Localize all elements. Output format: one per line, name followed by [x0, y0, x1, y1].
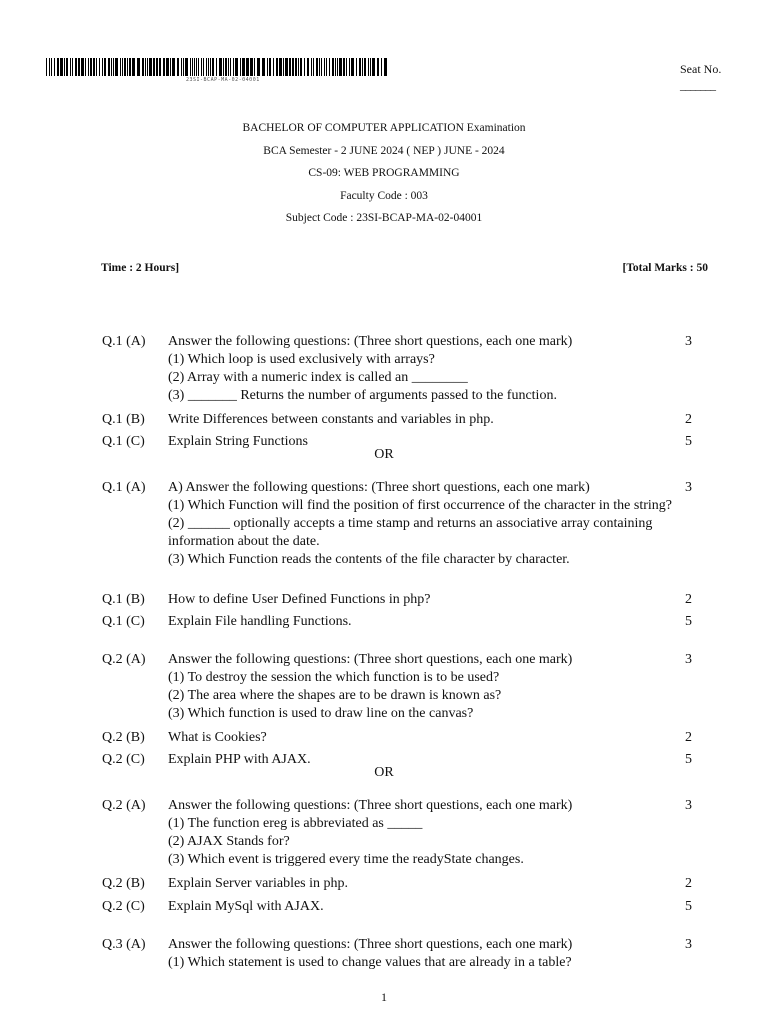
subject-code: Subject Code : 23SI-BCAP-MA-02-04001 — [285, 212, 483, 224]
question-number: Q.1 (A) — [102, 480, 146, 495]
question-prompt: Explain MySql with AJAX. — [168, 899, 324, 914]
question-marks: 5 — [685, 434, 692, 449]
question-marks: 3 — [685, 798, 692, 813]
question-number: Q.1 (C) — [102, 434, 145, 449]
question-text — [168, 333, 678, 405]
question-prompt: Explain Server variables in php. — [168, 876, 349, 891]
exam-title: BACHELOR OF COMPUTER APPLICATION Examination — [242, 122, 526, 134]
question-prompt: Answer the following questions: (Three short questions, each one mark) — [168, 937, 573, 952]
question-number: Q.2 (A) — [102, 652, 146, 667]
question-marks: 5 — [685, 899, 692, 914]
sub-question: (3) Which Function reads the contents of the file character by character. — [168, 552, 570, 567]
question-prompt: What is Cookies? — [168, 730, 267, 745]
barcode — [46, 58, 388, 76]
sub-question: (3) Which function is used to draw line on the canvas? — [168, 706, 474, 721]
semester-line: BCA Semester - 2 JUNE 2024 ( NEP ) JUNE - 2024 — [263, 144, 505, 157]
question-number: Q.2 (B) — [102, 876, 145, 891]
seat-number-label: Seat No. — [680, 62, 722, 76]
question-prompt: Write Differences between constants and variables in php. — [168, 412, 494, 427]
question-marks: 5 — [685, 752, 692, 767]
sub-question: (1) Which Function will find the position of first occurrence of the character in the string? — [168, 498, 672, 513]
question-text — [168, 651, 678, 723]
sub-question: (1) Which loop is used exclusively with arrays? — [168, 352, 435, 367]
question-marks: 3 — [685, 652, 692, 667]
question-prompt: Answer the following questions: (Three short questions, each one mark) — [168, 798, 573, 813]
question-number: Q.1 (A) — [102, 334, 146, 349]
question-number: Q.2 (B) — [102, 730, 145, 745]
question-number: Q.1 (B) — [102, 412, 145, 427]
question-text — [168, 411, 678, 429]
question-text — [168, 875, 678, 893]
question-text — [168, 898, 678, 916]
question-number: Q.1 (B) — [102, 592, 145, 607]
or-separator: OR — [374, 765, 394, 780]
question-marks: 5 — [685, 614, 692, 629]
sub-question: (1) Which statement is used to change values that are already in a table? — [168, 955, 572, 970]
time-allowed: Time : 2 Hours] — [101, 262, 180, 274]
question-marks: 3 — [685, 334, 692, 349]
question-marks: 2 — [685, 730, 692, 745]
question-number: Q.2 (C) — [102, 752, 145, 767]
question-number: Q.2 (C) — [102, 899, 145, 914]
or-separator: OR — [374, 447, 394, 462]
question-text — [168, 936, 678, 972]
question-marks: 2 — [685, 592, 692, 607]
question-prompt: Answer the following questions: (Three short questions, each one mark) — [168, 334, 573, 349]
sub-question: (2) The area where the shapes are to be drawn is known as? — [168, 688, 502, 703]
question-number: Q.2 (A) — [102, 798, 146, 813]
question-text — [168, 591, 678, 609]
question-prompt: Explain String Functions — [168, 434, 308, 449]
question-text — [168, 729, 678, 747]
barcode-caption: 23SI-BCAP-MA-02-04001 — [186, 77, 260, 83]
course-title: CS-09: WEB PROGRAMMING — [308, 167, 460, 179]
exam-header — [0, 120, 768, 233]
question-marks: 3 — [685, 480, 692, 495]
question-number: Q.1 (C) — [102, 614, 145, 629]
sub-question: (2) AJAX Stands for? — [168, 834, 290, 849]
page-number: 1 — [381, 990, 387, 1004]
sub-question: (1) The function ereg is abbreviated as _____ — [168, 816, 423, 831]
question-prompt: Answer the following questions: (Three short questions, each one mark) — [168, 652, 573, 667]
question-prompt: Explain PHP with AJAX. — [168, 752, 311, 767]
question-text — [168, 797, 678, 869]
question-marks: 3 — [685, 937, 692, 952]
question-prompt: How to define User Defined Functions in php? — [168, 592, 431, 607]
question-text — [168, 613, 678, 631]
total-marks: [Total Marks : 50 — [622, 262, 708, 274]
sub-question: (3) Which event is triggered every time the readyState changes. — [168, 852, 524, 867]
sub-question: (3) _______ Returns the number of arguments passed to the function. — [168, 388, 557, 403]
question-text — [168, 479, 678, 569]
question-prompt: A) Answer the following questions: (Three short questions, each one mark) — [168, 480, 590, 495]
sub-question: (2) Array with a numeric index is called an ________ — [168, 370, 468, 385]
faculty-code: Faculty Code : 003 — [340, 189, 428, 202]
question-number: Q.3 (A) — [102, 937, 146, 952]
question-marks: 2 — [685, 412, 692, 427]
sub-question: (2) ______ optionally accepts a time stamp and returns an associative array containing information about the date. — [168, 516, 653, 549]
seat-number-blank: _______ — [680, 78, 715, 92]
question-marks: 2 — [685, 876, 692, 891]
question-prompt: Explain File handling Functions. — [168, 614, 352, 629]
sub-question: (1) To destroy the session the which function is to be used? — [168, 670, 500, 685]
